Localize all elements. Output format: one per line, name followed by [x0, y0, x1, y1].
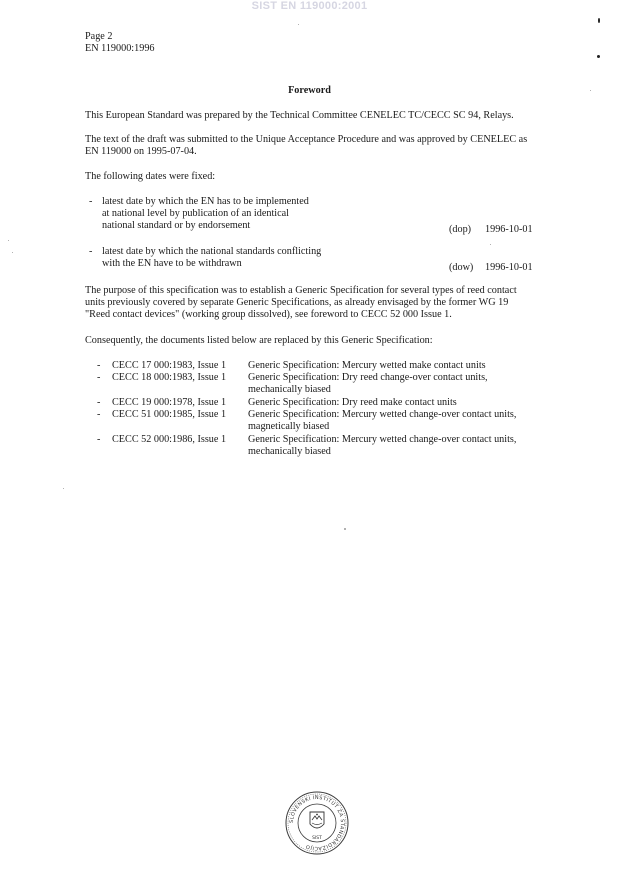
scan-speck: [8, 240, 9, 241]
list-dash: -: [97, 397, 101, 408]
list-dash: -: [89, 246, 93, 257]
watermark: SIST EN 119000:2001: [251, 0, 368, 12]
scan-speck: [63, 488, 64, 489]
document-reference: CECC 18 000:1983, Issue 1: [112, 372, 227, 383]
paragraph-dates-intro: The following dates were fixed:: [85, 171, 216, 182]
seal-graphic: [284, 790, 350, 856]
date-abbr: (dow): [449, 262, 474, 273]
paragraph-approval-line1: The text of the draft was submitted to the Unique Acceptance Procedure and was approved by CENELEC as: [85, 134, 528, 145]
scan-speck: [298, 24, 299, 25]
date-item-text-line: with the EN have to be withdrawn: [102, 258, 242, 269]
paragraph-committee: This European Standard was prepared by the Technical Committee CENELEC TC/CECC SC 94, Relays.: [85, 110, 514, 121]
svg-text:SIST: SIST: [312, 836, 322, 841]
paragraph-purpose-line2: units previously covered by separate Generic Specifications, as already envisaged by the former WG 19: [85, 297, 509, 308]
paragraph-approval-line2: EN 119000 on 1995-07-04.: [85, 146, 197, 157]
section-title: Foreword: [288, 85, 331, 96]
document-description: mechanically biased: [248, 446, 331, 457]
institute-seal: [284, 790, 350, 856]
list-dash: -: [97, 372, 101, 383]
date-item-text-line: latest date by which the national standards conflicting: [102, 246, 322, 257]
page-header: [85, 31, 155, 55]
document-reference: CECC 17 000:1983, Issue 1: [112, 360, 227, 371]
document-reference: CECC 51 000:1985, Issue 1: [112, 409, 227, 420]
page-number: Page 2: [85, 31, 113, 42]
document-description: magnetically biased: [248, 421, 330, 432]
document-description: mechanically biased: [248, 384, 331, 395]
document-reference: CECC 19 000:1978, Issue 1: [112, 397, 227, 408]
scan-speck: [490, 244, 491, 245]
date-item-text-line: national standard or by endorsement: [102, 220, 251, 231]
scan-speck: [344, 528, 346, 530]
list-dash: -: [97, 434, 101, 445]
document-description: Generic Specification: Mercury wetted make contact units: [248, 360, 486, 371]
list-dash: -: [89, 196, 93, 207]
svg-text:SLOVENSKI INSTITUT ZA STANDARD: SLOVENSKI INSTITUT ZA STANDARDIZACIJO: [288, 794, 346, 852]
date-value: 1996-10-01: [485, 224, 533, 235]
document-description: Generic Specification: Mercury wetted change-over contact units,: [248, 409, 517, 420]
document-description: Generic Specification: Dry reed make contact units: [248, 397, 457, 408]
document-description: Generic Specification: Mercury wetted change-over contact units,: [248, 434, 517, 445]
document-reference: CECC 52 000:1986, Issue 1: [112, 434, 227, 445]
scan-speck: [590, 90, 591, 91]
date-abbr: (dop): [449, 224, 472, 235]
scan-speck: [598, 18, 600, 23]
scan-speck: [597, 55, 600, 58]
list-dash: -: [97, 360, 101, 371]
scan-speck: [12, 252, 13, 253]
paragraph-replaced-intro: Consequently, the documents listed below are replaced by this Generic Specification:: [85, 335, 433, 346]
document-id: EN 119000:1996: [85, 43, 155, 54]
date-item-text-line: at national level by publication of an identical: [102, 208, 289, 219]
date-item-text-line: latest date by which the EN has to be implemented: [102, 196, 309, 207]
date-value: 1996-10-01: [485, 262, 533, 273]
list-dash: -: [97, 409, 101, 420]
document-description: Generic Specification: Dry reed change-over contact units,: [248, 372, 488, 383]
paragraph-purpose-line3: "Reed contact devices" (working group dissolved), see foreword to CECC 52 000 Issue 1.: [85, 309, 452, 320]
paragraph-purpose-line1: The purpose of this specification was to establish a Generic Specification for several types of reed contact: [85, 285, 517, 296]
